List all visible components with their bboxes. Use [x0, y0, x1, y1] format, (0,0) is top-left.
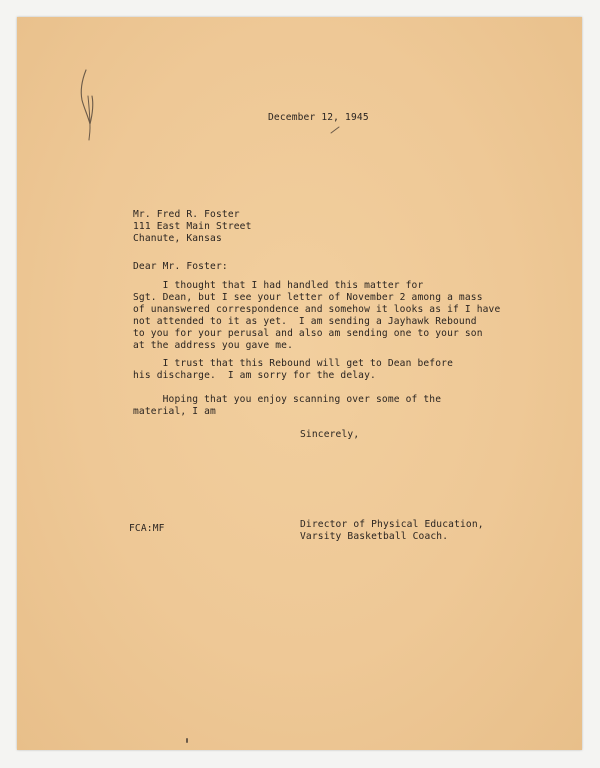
pencil-dot-icon	[186, 738, 188, 743]
recipient-street: 111 East Main Street	[133, 221, 252, 232]
body-paragraph-1	[133, 280, 500, 352]
recipient-address	[133, 209, 252, 245]
salutation: Dear Mr. Foster:	[133, 261, 228, 272]
signature-title	[300, 519, 484, 543]
paragraph-line: Hoping that you enjoy scanning over some of the	[133, 394, 442, 405]
body-paragraph-3	[133, 394, 441, 418]
title-line: Varsity Basketball Coach.	[300, 531, 449, 542]
paragraph-line: not attended to it as yet. I am sending a Jayhawk Rebound	[133, 316, 477, 327]
paragraph-line: of unanswered correspondence and somehow it looks as if I have	[133, 304, 501, 315]
paragraph-line: I thought that I had handled this matter for	[133, 280, 424, 291]
title-line: Director of Physical Education,	[300, 519, 484, 530]
paragraph-line: to you for your perusal and also am sending one to your son	[133, 328, 483, 339]
paragraph-line: material, I am	[133, 406, 216, 417]
letter-date: December 12, 1945	[268, 112, 369, 123]
recipient-name: Mr. Fred R. Foster	[133, 209, 240, 220]
pencil-tick-icon	[328, 125, 342, 135]
typist-initials: FCA:MF	[129, 523, 165, 534]
paragraph-line: I trust that this Rebound will get to Dean before	[133, 358, 453, 369]
paragraph-line: Sgt. Dean, but I see your letter of November 2 among a mass	[133, 292, 483, 303]
paragraph-line: at the address you gave me.	[133, 340, 293, 351]
complimentary-closing: Sincerely,	[300, 429, 360, 440]
pencil-check-icon	[72, 66, 102, 144]
body-paragraph-2	[133, 358, 453, 382]
paragraph-line: his discharge. I am sorry for the delay.	[133, 370, 376, 381]
recipient-city: Chanute, Kansas	[133, 233, 222, 244]
